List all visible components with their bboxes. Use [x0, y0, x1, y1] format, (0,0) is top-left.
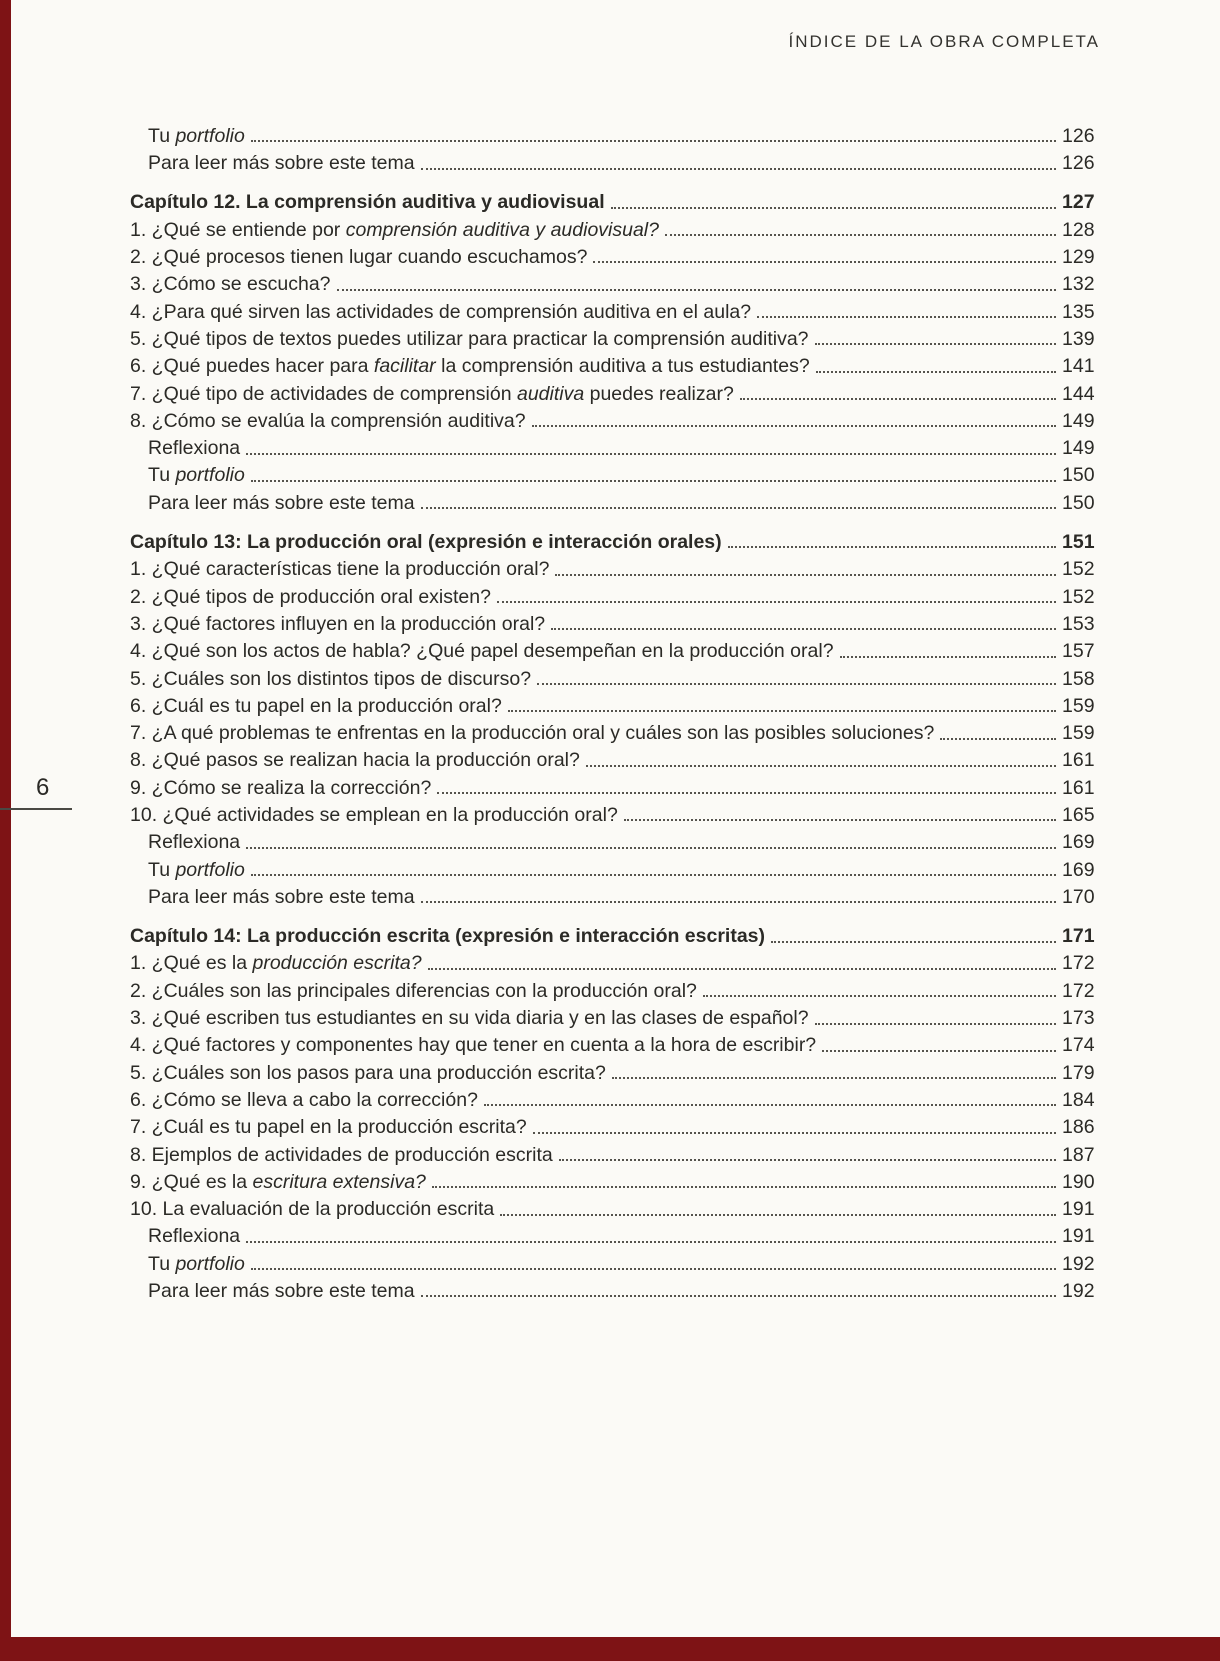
toc-entry-label: 6. ¿Qué puedes hacer para facilitar la comprensión auditiva a tus estudiantes? — [130, 355, 810, 378]
toc-entry-label: 6. ¿Cómo se lleva a cabo la corrección? — [130, 1088, 478, 1111]
toc-entry-page: 192 — [1062, 1280, 1095, 1303]
toc-entry — [130, 1221, 1110, 1248]
toc-entry-label: Tu portfolio — [148, 858, 245, 881]
toc-entry-page: 139 — [1062, 327, 1095, 350]
toc-entry — [130, 975, 1110, 1002]
toc-entry-label: Reflexiona — [148, 831, 241, 854]
toc-leader-dots — [740, 398, 1056, 400]
toc-entry-page: 132 — [1062, 273, 1095, 296]
toc-leader-dots — [246, 453, 1056, 455]
toc-leader-dots — [497, 601, 1056, 603]
toc-entry-page: 172 — [1062, 979, 1095, 1002]
toc-entry-label: 7. ¿A qué problemas te enfrentas en la producción oral y cuáles son las posibles soluciones? — [130, 722, 935, 745]
toc-entry — [130, 350, 1110, 377]
toc-leader-dots — [251, 1268, 1056, 1270]
toc-entry-label: Reflexiona — [148, 437, 241, 460]
toc-entry-label: Para leer más sobre este tema — [148, 491, 415, 514]
toc-entry — [130, 690, 1110, 717]
toc-entry-label: 7. ¿Qué tipo de actividades de comprensión auditiva puedes realizar? — [130, 382, 734, 405]
toc-entry-label: Para leer más sobre este tema — [148, 152, 415, 175]
toc-leader-dots — [337, 289, 1056, 291]
toc-entry — [130, 147, 1110, 174]
toc-entry-label: 3. ¿Qué escriben tus estudiantes en su vida diaria y en las clases de español? — [130, 1007, 809, 1030]
toc-leader-dots — [246, 1241, 1056, 1243]
toc-entry-label: 8. Ejemplos de actividades de producción escrita — [130, 1143, 553, 1166]
toc-entry-page: 152 — [1062, 558, 1095, 581]
toc-entry-page: 186 — [1062, 1116, 1095, 1139]
toc-entry-label: Capítulo 13: La producción oral (expresión e interacción orales) — [130, 531, 722, 554]
toc-entry — [130, 772, 1110, 799]
toc-leader-dots — [612, 1077, 1056, 1079]
toc-entry — [130, 635, 1110, 662]
toc-entry — [130, 187, 1110, 214]
running-header: ÍNDICE DE LA OBRA COMPLETA — [788, 32, 1100, 51]
toc-entry — [130, 1248, 1110, 1275]
toc-entry — [130, 854, 1110, 881]
toc-entry-page: 171 — [1062, 925, 1095, 948]
toc-entry-page: 149 — [1062, 437, 1095, 460]
toc-entry — [130, 1193, 1110, 1220]
toc-leader-dots — [822, 1050, 1056, 1052]
toc-entry — [130, 581, 1110, 608]
toc-leader-dots — [532, 425, 1056, 427]
toc-entry-label: Capítulo 12. La comprensión auditiva y audiovisual — [130, 191, 605, 214]
toc-leader-dots — [771, 941, 1056, 943]
toc-entry-page: 172 — [1062, 952, 1095, 975]
scan-edge-left — [0, 0, 11, 1661]
toc-leader-dots — [428, 968, 1056, 970]
toc-entry — [130, 881, 1110, 908]
toc-entry-label: 7. ¿Cuál es tu papel en la producción escrita? — [130, 1116, 527, 1139]
toc-leader-dots — [533, 1132, 1056, 1134]
toc-entry-page: 129 — [1062, 246, 1095, 269]
toc-entry-page: 161 — [1062, 749, 1095, 772]
toc-entry-page: 159 — [1062, 722, 1095, 745]
toc-entry-label: 2. ¿Cuáles son las principales diferencias con la producción oral? — [130, 979, 697, 1002]
toc-entry-label: 5. ¿Qué tipos de textos puedes utilizar para practicar la comprensión auditiva? — [130, 327, 809, 350]
toc-entry-page: 173 — [1062, 1007, 1095, 1030]
toc-entry — [130, 460, 1110, 487]
toc-entry-page: 179 — [1062, 1061, 1095, 1084]
toc-entry-page: 169 — [1062, 831, 1095, 854]
toc-list — [130, 120, 1110, 1302]
toc-entry-page: 165 — [1062, 803, 1095, 826]
toc-entry-page: 128 — [1062, 218, 1095, 241]
toc-entry — [130, 378, 1110, 405]
toc-entry-page: 169 — [1062, 858, 1095, 881]
toc-entry-page: 127 — [1062, 191, 1095, 214]
toc-entry — [130, 663, 1110, 690]
toc-entry-label: 8. ¿Qué pasos se realizan hacia la producción oral? — [130, 749, 580, 772]
toc-leader-dots — [757, 316, 1056, 318]
toc-entry-page: 170 — [1062, 885, 1095, 908]
toc-entry-label: 5. ¿Cuáles son los pasos para una producción escrita? — [130, 1061, 606, 1084]
toc-entry-page: 144 — [1062, 382, 1095, 405]
toc-leader-dots — [611, 207, 1056, 209]
toc-entry — [130, 608, 1110, 635]
toc-leader-dots — [537, 683, 1056, 685]
toc-entry-page: 126 — [1062, 152, 1095, 175]
toc-leader-dots — [624, 819, 1056, 821]
toc-entry — [130, 799, 1110, 826]
toc-entry-page: 184 — [1062, 1088, 1095, 1111]
toc-entry-page: 150 — [1062, 464, 1095, 487]
toc-entry-label: 4. ¿Qué factores y componentes hay que tener en cuenta a la hora de escribir? — [130, 1034, 817, 1057]
toc-entry — [130, 296, 1110, 323]
toc-leader-dots — [815, 1023, 1056, 1025]
toc-entry — [130, 1002, 1110, 1029]
toc-entry — [130, 323, 1110, 350]
toc-entry — [130, 1057, 1110, 1084]
toc-entry — [130, 268, 1110, 295]
toc-entry-label: 5. ¿Cuáles son los distintos tipos de discurso? — [130, 667, 532, 690]
toc-entry — [130, 1166, 1110, 1193]
toc-entry-label: Reflexiona — [148, 1225, 241, 1248]
toc-entry-label: 1. ¿Qué características tiene la producción oral? — [130, 558, 550, 581]
toc-leader-dots — [251, 874, 1056, 876]
toc-entry-label: 9. ¿Qué es la escritura extensiva? — [130, 1170, 426, 1193]
toc-leader-dots — [665, 234, 1056, 236]
toc-leader-dots — [703, 995, 1056, 997]
toc-entry-page: 152 — [1062, 585, 1095, 608]
toc-entry-page: 141 — [1062, 355, 1095, 378]
toc-entry-label: Tu portfolio — [148, 464, 245, 487]
toc-entry — [130, 920, 1110, 947]
toc-entry-label: 8. ¿Cómo se evalúa la comprensión auditiva? — [130, 409, 526, 432]
margin-page-number: 6 — [36, 774, 50, 801]
scan-edge-bottom — [0, 1637, 1220, 1661]
toc-entry — [130, 487, 1110, 514]
toc-entry — [130, 717, 1110, 744]
toc-entry-page: 161 — [1062, 776, 1095, 799]
toc-leader-dots — [555, 574, 1056, 576]
toc-leader-dots — [508, 710, 1056, 712]
toc-leader-dots — [728, 546, 1056, 548]
toc-entry-page: 192 — [1062, 1252, 1095, 1275]
toc-entry-page: 187 — [1062, 1143, 1095, 1166]
toc-entry-label: 6. ¿Cuál es tu papel en la producción oral? — [130, 694, 502, 717]
toc-entry-page: 150 — [1062, 491, 1095, 514]
toc-leader-dots — [500, 1214, 1056, 1216]
toc-entry-page: 157 — [1062, 640, 1095, 663]
toc-entry-label: 9. ¿Cómo se realiza la corrección? — [130, 776, 432, 799]
toc-entry-label: 4. ¿Qué son los actos de habla? ¿Qué papel desempeñan en la producción oral? — [130, 640, 834, 663]
toc-leader-dots — [421, 168, 1056, 170]
toc-leader-dots — [421, 901, 1056, 903]
toc-leader-dots — [816, 371, 1056, 373]
toc-entry-page: 151 — [1062, 531, 1095, 554]
toc-entry-page: 135 — [1062, 300, 1095, 323]
toc-entry-page: 191 — [1062, 1198, 1095, 1221]
toc-entry-label: 4. ¿Para qué sirven las actividades de comprensión auditiva en el aula? — [130, 300, 752, 323]
toc-leader-dots — [246, 847, 1056, 849]
toc-entry — [130, 526, 1110, 553]
toc-leader-dots — [840, 656, 1056, 658]
toc-entry — [130, 120, 1110, 147]
toc-entry — [130, 826, 1110, 853]
toc-entry — [130, 214, 1110, 241]
toc-entry-label: 1. ¿Qué se entiende por comprensión auditiva y audiovisual? — [130, 218, 659, 241]
toc-entry-page: 190 — [1062, 1170, 1095, 1193]
toc-leader-dots — [940, 738, 1056, 740]
toc-entry-page: 159 — [1062, 694, 1095, 717]
toc-entry — [130, 405, 1110, 432]
toc-leader-dots — [559, 1159, 1056, 1161]
toc-entry-label: 2. ¿Qué tipos de producción oral existen? — [130, 585, 491, 608]
toc-entry-label: 1. ¿Qué es la producción escrita? — [130, 952, 422, 975]
margin-rule — [0, 808, 72, 810]
toc-entry-page: 126 — [1062, 124, 1095, 147]
toc-entry-label: Tu portfolio — [148, 1252, 245, 1275]
toc-entry-label: 2. ¿Qué procesos tienen lugar cuando escuchamos? — [130, 246, 588, 269]
toc-leader-dots — [432, 1186, 1056, 1188]
toc-entry-page: 149 — [1062, 409, 1095, 432]
toc-entry-label: 3. ¿Cómo se escucha? — [130, 273, 331, 296]
toc-entry — [130, 553, 1110, 580]
toc-entry-label: 3. ¿Qué factores influyen en la producción oral? — [130, 612, 546, 635]
toc-entry-label: Para leer más sobre este tema — [148, 885, 415, 908]
toc-entry — [130, 745, 1110, 772]
toc-entry-label: Capítulo 14: La producción escrita (expresión e interacción escritas) — [130, 925, 766, 948]
toc-leader-dots — [421, 1295, 1056, 1297]
toc-entry-page: 191 — [1062, 1225, 1095, 1248]
toc-entry — [130, 1139, 1110, 1166]
toc-entry — [130, 1275, 1110, 1302]
toc-leader-dots — [586, 765, 1056, 767]
toc-leader-dots — [437, 792, 1056, 794]
toc-leader-dots — [251, 480, 1056, 482]
toc-entry-label: Tu portfolio — [148, 124, 245, 147]
toc-entry-label: Para leer más sobre este tema — [148, 1280, 415, 1303]
toc-leader-dots — [815, 343, 1056, 345]
toc-entry-label: 10. ¿Qué actividades se emplean en la producción oral? — [130, 803, 618, 826]
toc-entry — [130, 1084, 1110, 1111]
toc-entry-page: 174 — [1062, 1034, 1095, 1057]
toc-entry — [130, 241, 1110, 268]
toc-entry — [130, 432, 1110, 459]
toc-leader-dots — [251, 140, 1056, 142]
toc-entry-page: 158 — [1062, 667, 1095, 690]
toc-entry-label: 10. La evaluación de la producción escrita — [130, 1198, 495, 1221]
toc-leader-dots — [484, 1104, 1056, 1106]
toc-entry — [130, 1111, 1110, 1138]
toc-entry — [130, 1030, 1110, 1057]
toc-leader-dots — [421, 507, 1056, 509]
toc-entry — [130, 948, 1110, 975]
toc-leader-dots — [551, 628, 1056, 630]
toc-leader-dots — [593, 261, 1056, 263]
toc-entry-page: 153 — [1062, 612, 1095, 635]
